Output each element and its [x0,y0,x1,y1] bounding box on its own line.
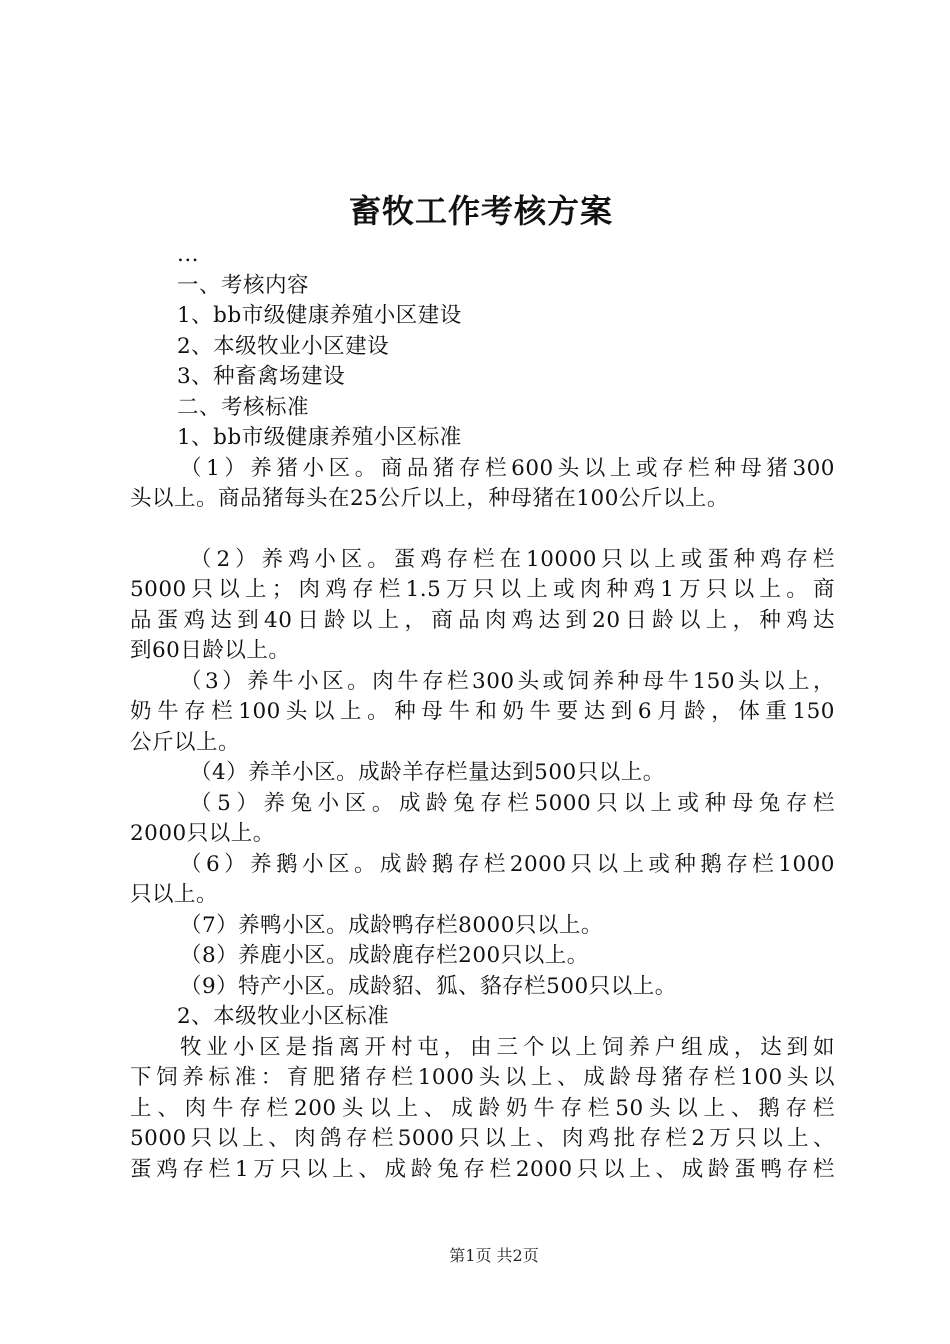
section-heading-standards: 二、考核标准 [177,394,310,420]
paragraph-line: 公斤以上。 [130,729,241,755]
standard-heading-1: 1、bb市级健康养殖小区标准 [177,425,462,450]
paragraph-line: 品蛋鸡达到40日龄以上，商品肉鸡达到20日龄以上，种鸡达 [130,607,835,633]
section-heading-content: 一、考核内容 [177,272,310,298]
content-item-2: 2、本级牧业小区建设 [177,333,390,359]
document-title: 畜牧工作考核方案 [348,192,613,230]
content-item-1: 1、bb市级健康养殖小区建设 [177,303,462,328]
paragraph-line: 5000只以上、肉鸽存栏5000只以上、肉鸡批存栏2万只以上、 [130,1126,835,1151]
paragraph-line: （3）养牛小区。肉牛存栏300头或饲养种母牛150头以上， [180,668,835,694]
paragraph-line: （6）养鹅小区。成龄鹅存栏2000只以上或种鹅存栏1000 [180,851,835,877]
paragraph-line: （1）养猪小区。商品猪存栏600头以上或存栏种母猪300 [180,455,835,481]
ellipsis-line: ... [177,242,200,267]
paragraph-line: （7）养鸭小区。成龄鸭存栏8000只以上。 [180,912,603,938]
paragraph-line: （2）养鸡小区。蛋鸡存栏在10000只以上或蛋种鸡存栏 [190,546,835,572]
paragraph-line: （8）养鹿小区。成龄鹿存栏200只以上。 [180,943,589,968]
paragraph-line: （4）养羊小区。成龄羊存栏量达到500只以上。 [190,760,665,785]
paragraph-line: 蛋鸡存栏1万只以上、成龄兔存栏2000只以上、成龄蛋鸭存栏 [130,1156,835,1182]
paragraph-line: （5）养兔小区。成龄兔存栏5000只以上或种母兔存栏 [190,790,835,816]
document-body [130,240,835,1185]
paragraph-line: （9）特产小区。成龄貂、狐、貉存栏500只以上。 [180,973,677,999]
paragraph-line: 上、肉牛存栏200头以上、成龄奶牛存栏50头以上、鹅存栏 [130,1095,835,1121]
paragraph-line: 2000只以上。 [130,821,275,846]
paragraph-line: 5000只以上；肉鸡存栏1.5万只以上或肉种鸡1万只以上。商 [130,577,835,602]
paragraph-line: 奶牛存栏100头以上。种母牛和奶牛要达到6月龄，体重150 [130,699,835,724]
content-item-3: 3、种畜禽场建设 [177,364,346,389]
standard-heading-2: 2、本级牧业小区标准 [177,1004,390,1029]
paragraph-line: 到60日龄以上。 [130,638,291,663]
paragraph-line: 下饲养标准：育肥猪存栏1000头以上、成龄母猪存栏100头以 [130,1065,835,1090]
paragraph-gap [130,515,835,545]
paragraph-line: 只以上。 [130,882,219,907]
paragraph-line: 牧业小区是指离开村屯，由三个以上饲养户组成，达到如 [180,1034,835,1060]
paragraph-line: 头以上。商品猪每头在25公斤以上，种母猪在100公斤以上。 [130,486,729,511]
page-number-footer: 第1页 共2页 [449,1246,539,1265]
